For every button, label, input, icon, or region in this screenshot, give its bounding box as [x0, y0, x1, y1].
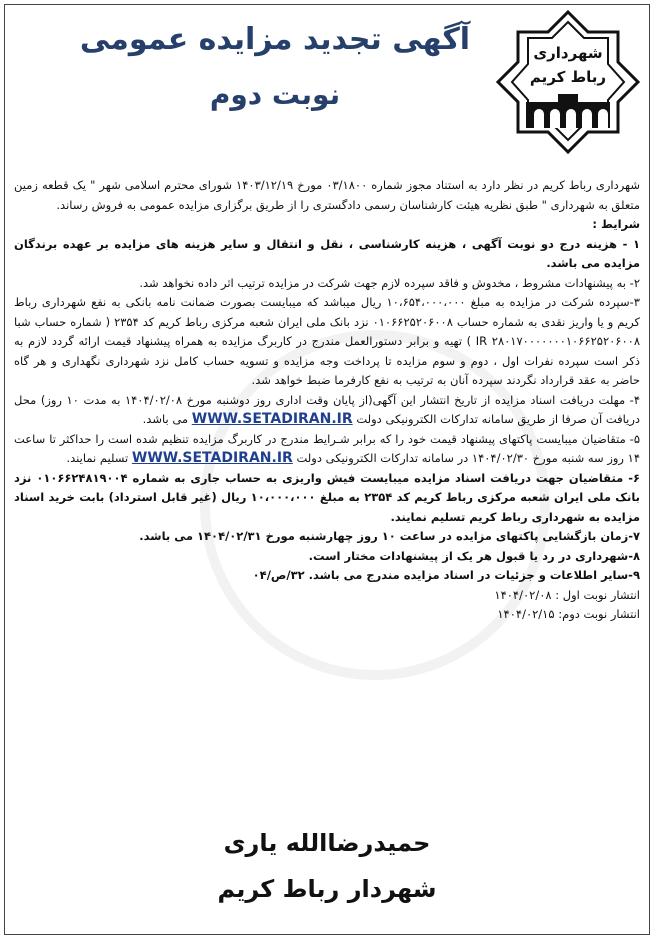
logo-text-line1: شهرداری: [533, 44, 603, 62]
condition-2: ۲- به پیشنهادات مشروط ، مخدوش و فاقد سپرده لازم جهت شرکت در مزایده ترتیب اثر داده نخواهد شد.: [139, 275, 640, 290]
condition-4: [14, 391, 640, 430]
publication-first: انتشار نوبت اول : ۱۴۰۴/۰۲/۰۸: [494, 587, 640, 602]
condition-8: ۸-شهرداری در رد یا قبول هر یک از پیشنهادات مختار است.: [308, 548, 640, 563]
signatory-name: حمیدرضاالله یاری: [223, 829, 431, 857]
condition-3: ۳-سپرده شرکت در مزایده به مبلغ ۱۰،۶۵۴،۰۰۰،۰۰۰ ریال میباشد که میبایست بصورت ضمانت نامه بانکی به نفع شهرداری رباط کریم و یا واریز نقدی به شماره حساب ۰۱۰۶۶۲۵۲۰۶۰۰۸ نزد بانک ملی ایران شعبه مرکزی رباط کریم کد ۲۳۵۴ ( شماره حساب شبا IR ۲۸۰۱۷۰۰۰۰۰۰۰۱۰۶۶۲۵۲۰۶۰۰۸ ) تهیه و برابر دستورالعمل مندرج در کاربرگ مزایده به همراه پیشنهاد قیمت ارائه گردد لازم به ذکر است سپرده نفرات اول ، دوم و سوم مزایده تا پرداخت وجه مزایده و تسویه حساب کامل نزد شهرداری نگهداری و هر گاه حاضر به عقد قرارداد نگردند سپرده آنان به ترتیب به نفع کارفرما ضبط خواهد شد.: [14, 295, 641, 387]
header: [0, 0, 654, 170]
logo-text-line2: رباط کریم: [529, 68, 607, 86]
condition-9: ۹-سایر اطلاعات و جزئیات در اسناد مزایده مندرج می باشد. ۳۲/ص/۰۴: [252, 568, 640, 582]
condition-5: [14, 430, 640, 469]
intro-paragraph: شهرداری رباط کریم در نظر دارد به استناد مجوز شماره ۰۳/۱۸۰۰ مورخ ۱۴۰۳/۱۲/۱۹ شورای محترم اسلامی شهر " یک قطعه زمین متعلق به شهرداری " طبق نظریه هیئت کارشناسان رسمی دادگستری را از طریق برگزاری مزایده عمومی به فروش رساند.: [14, 178, 640, 212]
condition-5-end: تسلیم نمایند.: [66, 451, 129, 465]
signature-block: [0, 820, 654, 912]
setadiran-link-1[interactable]: WWW.SETADIRAN.IR: [191, 411, 353, 427]
condition-5-text: ۵- متقاضیان میبایست پاکتهای پیشنهاد قیمت خود را که برابر شـرایط مندرج در کاربرگ مزایده تنظیم شده است را حداکثر تا ساعت ۱۴ روز سه شنبه مورخ ۱۴۰۴/۰۲/۳۰ در سامانه تدارکات الکترونیکی دولت: [14, 431, 640, 465]
condition-7: ۷-زمان بازگشایی پاکتهای مزایده در ساعت ۱۰ روز چهارشنبه مورخ ۱۴۰۴/۰۲/۳۱ می باشد.: [139, 529, 640, 543]
ad-subtitle: نوبت دوم: [209, 78, 341, 111]
condition-4-text: ۴- مهلت دریافت اسناد مزایده از تاریخ انتشار این آگهی(از پایان وقت اداری روز دوشنبه مورخ ۱۴۰۴/۰۲/۰۸ به مدت ۱۰ روز) محل دریافت آن صرفا از طریق سامانه تدارکات الکترونیکی دولت: [14, 392, 640, 426]
ad-body: [14, 176, 640, 625]
condition-6: ۶- متقاضیان جهت دریافت اسناد مزایده میبایست فیش واریزی به حساب جاری به شماره ۰۱۰۶۶۲۴۸۱۹۰۰۴ نزد بانک ملی ایران شعبه مرکزی رباط کریم کد ۲۳۵۴ به مبلغ ۱۰،۰۰۰،۰۰۰ ریال (غیر قابل استرداد) بابت خرید اسناد مزایده به شهرداری رباط کریم تسلیم نمایند.: [14, 470, 641, 524]
municipality-logo: [496, 10, 640, 154]
publication-second: انتشار نوبت دوم: ۱۴۰۴/۰۲/۱۵: [497, 607, 640, 621]
conditions-heading: شرایط :: [592, 217, 640, 231]
setadiran-link-2[interactable]: WWW.SETADIRAN.IR: [131, 450, 293, 466]
condition-4-end: می باشد.: [142, 412, 189, 426]
signatory-title: شهردار رباط کریم: [217, 875, 437, 903]
condition-1: ۱ - هزینه درج دو نوبت آگهی ، هزینه کارشناسی ، نقل و انتقال و سایر هزینه های مزایده بر عهده برندگان مزایده می باشد.: [14, 236, 640, 270]
ad-title: آگهی تجدید مزایده عمومی: [79, 22, 471, 57]
